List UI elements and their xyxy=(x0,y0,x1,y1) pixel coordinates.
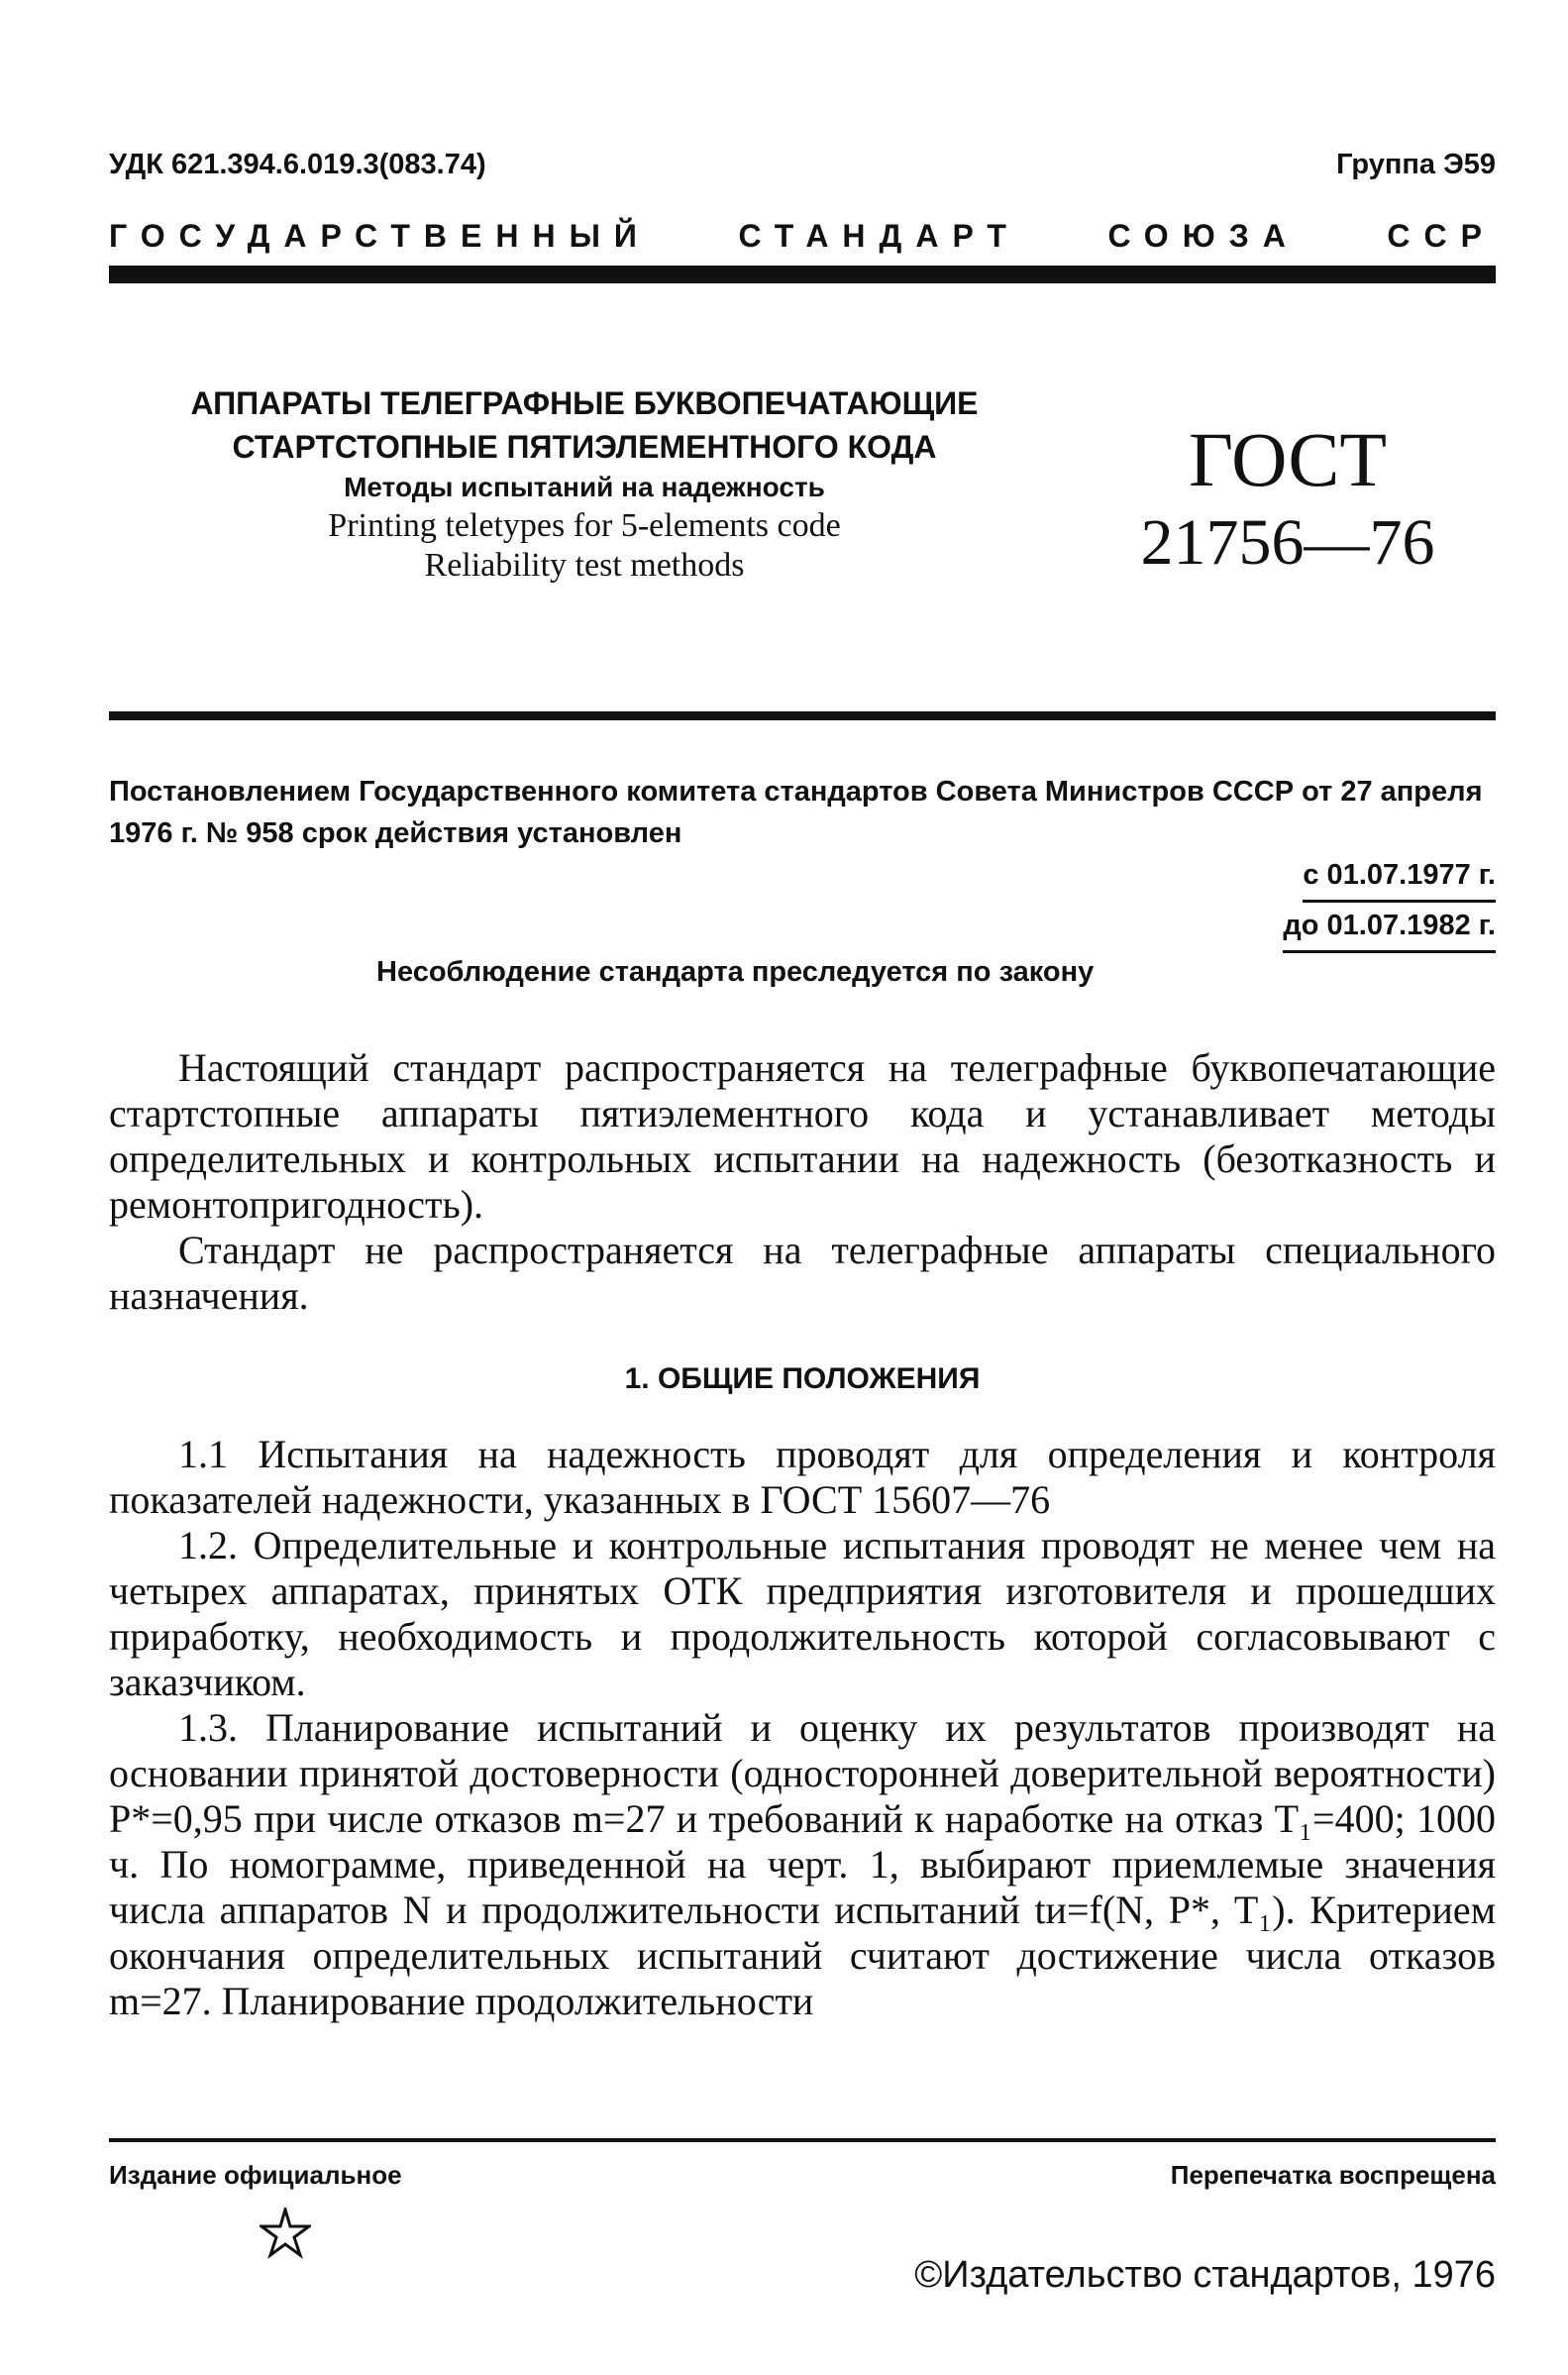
state-standard-banner xyxy=(109,218,1496,255)
title-line-1: АППАРАТЫ ТЕЛЕГРАФНЫЕ БУКВОПЕЧАТАЮЩИЕ xyxy=(190,385,979,421)
subtitle-russian: Методы испытаний на надежность xyxy=(344,472,825,502)
body-text xyxy=(109,1045,1496,2024)
official-edition: Издание официальное xyxy=(109,2160,402,2190)
gost-block xyxy=(1090,416,1486,583)
subtitle-english-2: Reliability test methods xyxy=(424,547,745,584)
middle-divider xyxy=(109,711,1496,720)
subtitle-english-1: Printing teletypes for 5-elements code xyxy=(328,507,841,544)
paragraph-1-1: 1.1 Испытания на надежность проводят для определения и контроля показателей надежности, указанных в ГОСТ 15607—76 xyxy=(109,1432,1496,1522)
top-divider xyxy=(109,266,1496,283)
validity-dates xyxy=(1283,852,1496,953)
paragraph-1-2: 1.2. Определительные и контрольные испытания проводят не менее чем на четырех аппаратах, принятых ОТК предприятия изготовителя и прошедших приработку, необходимость и продолжительность которой согласовывают с заказчиком. xyxy=(109,1523,1496,1704)
decree-text: Постановлением Государственного комитета стандартов Совета Министров СССР от 27 апреля 1976 г. № 958 срок действия установлен xyxy=(109,776,1483,849)
banner-word-3: СОЮЗА xyxy=(1107,218,1300,254)
udk-code: УДК 621.394.6.019.3(083.74) xyxy=(109,149,486,180)
group-code: Группа Э59 xyxy=(1336,149,1496,180)
paragraph-scope: Настоящий стандарт распространяется на телеграфные буквопечатающие стартстопные аппараты пятиэлементного кода и устанавливает методы определительных и контрольных испытании на надежность (безотказность и ремонтопригодность). xyxy=(109,1045,1496,1227)
penalty-notice: Несоблюдение стандарта преследуется по закону xyxy=(376,956,1095,988)
title-line-2: СТАРТСТОПНЫЕ ПЯТИЭЛЕМЕНТНОГО КОДА xyxy=(232,429,937,465)
valid-from: с 01.07.1977 г. xyxy=(1303,852,1496,903)
gost-label: ГОСТ xyxy=(1188,416,1388,502)
footer-divider xyxy=(109,2138,1496,2142)
copyright: ©Издательство стандартов, 1976 xyxy=(914,2254,1496,2296)
banner-word-1: ГОСУДАРСТВЕННЫЙ xyxy=(109,218,651,254)
title-block xyxy=(149,381,1020,586)
banner-word-2: СТАНДАРТ xyxy=(738,218,1020,254)
paragraph-1-3: 1.3. Планирование испытаний и оценку их результатов производят на основании принятой достоверности (односторонней доверительной вероятности) P*=0,95 при числе отказов m=27 и требований к наработке на отказ T₁=400; 1000 ч. По номограмме, приведенной на черт. 1, выбирают приемлемые значения числа аппаратов N и продолжительности испытаний tи=f(N, P*, T₁). Критерием окончания определительных испытаний считают достижение числа отказов m=27. Планирование продолжительности xyxy=(109,1705,1496,2023)
banner-word-4: ССР xyxy=(1387,218,1496,254)
gost-number: 21756—76 xyxy=(1140,506,1435,579)
paragraph-exclusion: Стандарт не распространяется на телеграфные аппараты специального назначения. xyxy=(109,1228,1496,1318)
reprint-prohibited: Перепечатка воспрещена xyxy=(1170,2160,1496,2190)
section-heading: 1. ОБЩИЕ ПОЛОЖЕНИЯ xyxy=(624,1362,981,1395)
star-icon xyxy=(260,2208,311,2259)
valid-to: до 01.07.1982 г. xyxy=(1283,903,1496,953)
